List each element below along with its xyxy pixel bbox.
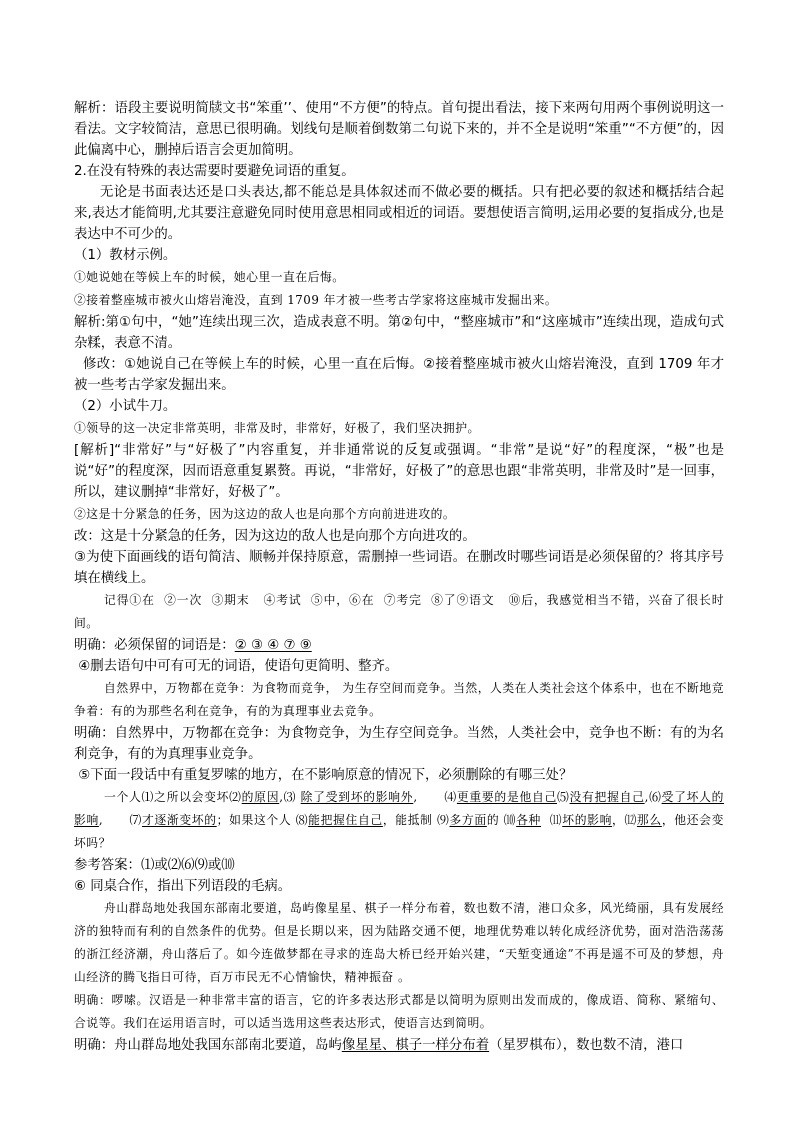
underlined-text: 像星星、棋子一样分布着: [341, 1038, 490, 1053]
text-run: ②接着整座城市被火山熔岩淹没，直到 1709 年才被一些考古学家将这座城市发掘出来。: [74, 293, 558, 307]
text-run: （星罗棋布），数也数不清，港口: [489, 1038, 684, 1053]
text-run: 一个人⑴之所以会变坏⑵: [104, 790, 242, 804]
underlined-text: 才逐渐变坏的: [141, 813, 217, 827]
text-run: 改：这是十分紧急的任务，因为这边的敌人也是向那个方向进攻的。: [74, 529, 476, 544]
paragraph: [74, 503, 724, 526]
text-run: 记得①在 ②一次 ③期末 ④考试 ⑤中，⑥在 ⑦考完 ⑧了⑨语文 ⑩后，我感觉相当不错，兴奋了很长时间。: [74, 593, 724, 630]
text-run: ⑤下面一段话中有重复罗嗦的地方，在不影响原意的情况下，必须删除的有哪三处？: [74, 768, 573, 783]
paragraph: [74, 440, 724, 503]
paragraph: [74, 312, 724, 354]
text-run: 修改：①她说自己在等候上车的时候，心里一直在后悔。②接着整座城市被火山熔岩淹没，直到 1709 年才被一些考古学家发掘出来。: [74, 357, 724, 393]
paragraph: [74, 989, 724, 1035]
text-run: 自然界中，万物都在竞争：为食物而竞争， 为生存空间而竞争。当然，人类在人类社会这个体系中，也在不断地竞争着：有的为那些名利在竞争，有的为真理事业去竞争。: [74, 681, 724, 718]
paragraph: [74, 417, 724, 440]
text-run: ，他还会变坏吗？: [74, 813, 724, 850]
paragraph: [74, 635, 724, 656]
text-run: 明确：自然界中，万物都在竞争：为食物竞争，为生存空间竞争。当然，人类社会中，竞争也不断：有的为名利竞争，有的为真理事业竞争。: [74, 726, 724, 762]
paragraph: [74, 245, 724, 266]
text-run: ①领导的这一决定非常英明，非常及时，非常好，好极了，我们坚决拥护。: [74, 421, 480, 435]
text-run: 的 ⑽: [486, 813, 517, 827]
text-run: 解析:第①句中，“她”连续出现三次，造成表意不明。第②句中，“整座城市”和“这座城市”连续出现，造成句式杂糅，表意不清。: [74, 315, 724, 351]
paragraph: [74, 723, 724, 765]
underlined-text: 那么: [636, 813, 662, 827]
text-run: ，能抵制 ⑼: [382, 813, 450, 827]
paragraph: [74, 396, 724, 417]
paragraph: [74, 547, 724, 589]
underlined-text: 坏的影响: [562, 813, 613, 827]
text-run: ，⑿: [612, 813, 637, 827]
text-run: ④删去语句中可有可无的词语，使语句更简明、整齐。: [74, 659, 399, 674]
paragraph: [74, 876, 724, 897]
underlined-text: ② ③ ④ ⑦ ⑨: [234, 638, 312, 653]
text-run: ②这是十分紧急的任务，因为这边的敌人也是向那个方向前进进攻的。: [74, 507, 456, 521]
text-run: ；如果这个人 ⑻: [216, 813, 309, 827]
text-run: ⑸: [557, 790, 570, 804]
text-run: 无论是书面表达还是口头表达,都不能总是具体叙述而不做必要的概括。只有把必要的叙述和概括结合起来,表达才能简明,尤其要注意避免同时使用意思相同或相近的词语。要想使语言简明,运用必要的复指成分,也是表达中不可少的。: [74, 185, 724, 242]
paragraph: [74, 855, 724, 876]
text-run: 舟山群岛地处我国东部南北要道，岛屿像星星、棋子一样分布着，数也数不清，港口众多，风光绮丽，具有发展经济的独特而有利的自然条件的优势。但是长期以来，因为陆路交通不便，地理优势难以转化成经济优势，面对浩浩荡荡的浙江经济潮，舟山落后了。如今连做梦都在寻求的连岛大桥已经开始兴建，“天堑变通途”不再是遥不可及的梦想，舟山经济的腾飞指日可待，百万市民无不心情愉快，精神振奋 。: [74, 901, 724, 984]
text-run: , ⑷: [413, 790, 457, 804]
paragraph: [74, 289, 724, 312]
underlined-text: 的原因: [241, 790, 280, 804]
paragraph: [74, 526, 724, 547]
text-run: 明确：舟山群岛地处我国东部南北要道，岛屿: [74, 1038, 342, 1053]
underlined-text: 除了受到坏的影响外: [300, 790, 414, 804]
paragraph: [74, 98, 724, 161]
text-run: ,⑹: [644, 790, 662, 804]
underlined-text: 没有把握自己: [569, 790, 645, 804]
underlined-text: 多方面: [449, 813, 487, 827]
underlined-text: 能把握住自己: [308, 813, 383, 827]
text-run: [解析]“非常好”与“好极了”内容重复，并非通常说的反复或强调。“非常”是说“好”的程度深，“极”也是说“好”的程度深，因而语意重复累赘。再说，“非常好，好极了”的意思也跟“非常英明，非常及时”是一回事，所以，建议删掉“非常好，好极了”。: [74, 443, 724, 500]
paragraph: [74, 354, 724, 396]
paragraph: [74, 786, 724, 855]
paragraph: [74, 161, 724, 182]
document-page: [74, 98, 724, 1056]
paragraph: [74, 1035, 724, 1056]
text-run: 参考答案：⑴或⑵⑹⑼或⑽: [74, 858, 235, 873]
text-run: 2.在没有特殊的表达需要时要避免词语的重复。: [74, 164, 355, 179]
text-run: 明确：必须保留的词语是：: [74, 638, 235, 653]
text-run: 解析：语段主要说明简牍文书“笨重’’、使用“不方便”的特点。首句提出看法，接下来两句用两个事例说明这一看法。文字较简洁，意思已很明确。划线句是顺着倒数第二句说下来的，并不全是说明“笨重”“不方便”的，因此偏离中心，删掉后语言会更加简明。: [74, 101, 724, 158]
text-run: ⑥ 同桌合作，指出下列语段的毛病。: [74, 879, 292, 894]
text-run: , ⑺: [98, 813, 142, 827]
text-run: ,⑶: [279, 790, 301, 804]
paragraph: [74, 765, 724, 786]
underlined-text: 更重要的是他自己: [456, 790, 558, 804]
underlined-text: 各种: [516, 813, 541, 827]
paragraph: [74, 266, 724, 289]
paragraph: [74, 589, 724, 635]
text-run: ③为使下面画线的语句简洁、顺畅并保持原意，需删掉一些词语。在删改时哪些词语是必须保留的？将其序号填在横线上。: [74, 550, 724, 586]
text-run: （2）小试牛刀。: [74, 399, 177, 414]
paragraph: [74, 182, 724, 245]
paragraph: [74, 677, 724, 723]
text-run: ①她说她在等候上车的时候，她心里一直在后悔。: [74, 270, 345, 284]
text-run: 明确：啰嗦。汉语是一种非常丰富的语言，它的许多表达形式都是以简明为原则出发而成的，像成语、简称、紧缩句、合说等。我们在运用语言时，可以适当选用这些表达形式，使语言达到简明。: [74, 993, 724, 1030]
paragraph: [74, 897, 724, 989]
paragraph: [74, 656, 724, 677]
underlined-text: 受了坏人的影响: [74, 790, 724, 827]
text-run: （1）教材示例。: [74, 248, 177, 263]
text-run: ⑾: [541, 813, 563, 827]
